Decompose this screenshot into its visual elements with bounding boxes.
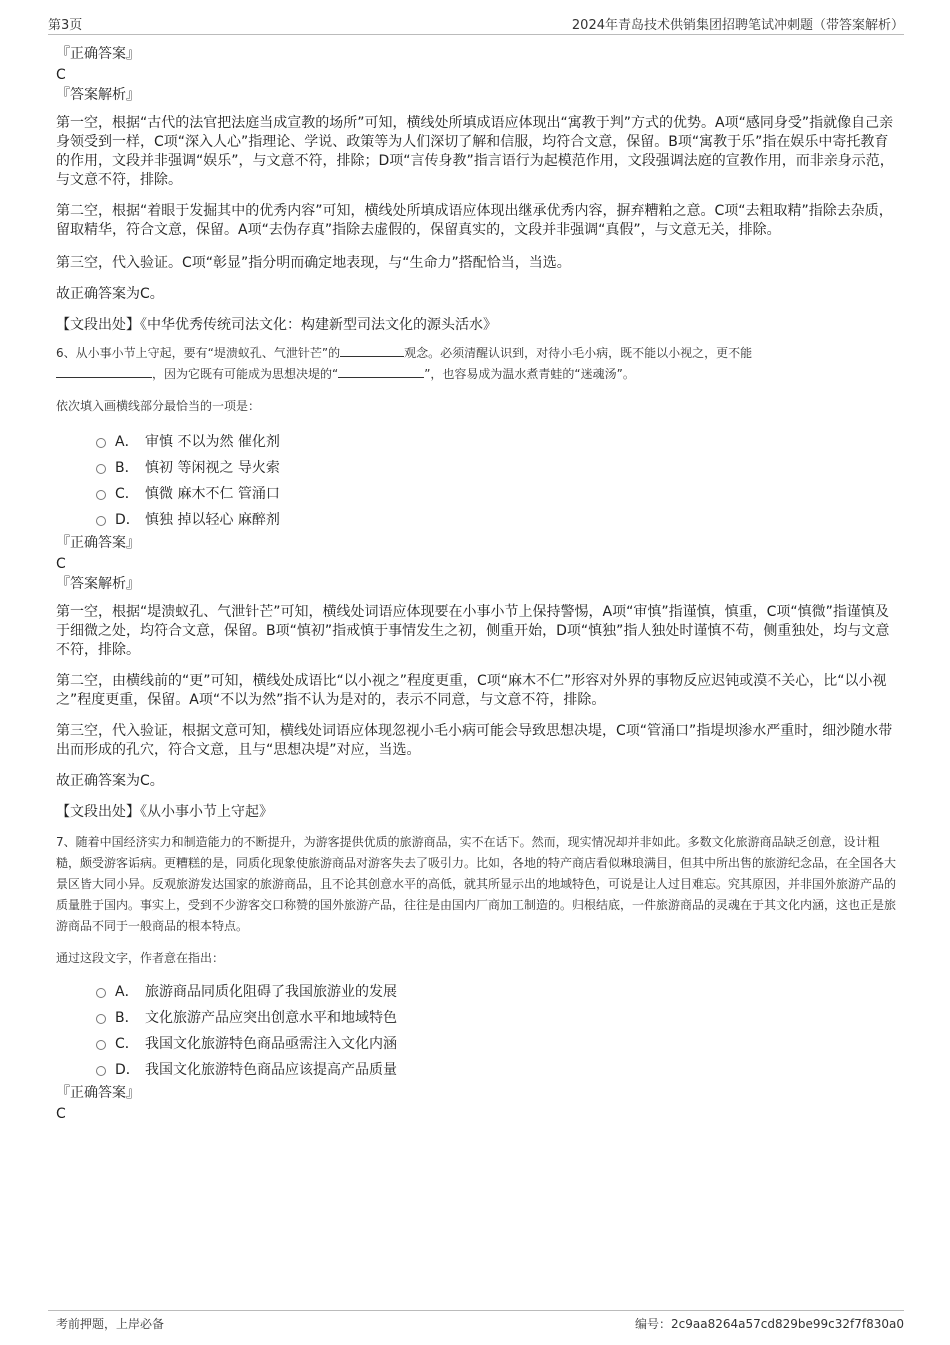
answer-label: 『正确答案』 [56, 1085, 140, 1101]
option-b[interactable]: B． 文化旅游产品应突出创意水平和地域特色 [56, 1005, 901, 1031]
option-list [56, 979, 901, 1083]
text-source: 【文段出处】《从小事小节上守起》 [56, 804, 273, 820]
question-prompt: 通过这段文字，作者意在指出： [56, 951, 225, 965]
question-prompt: 依次填入画横线部分最恰当的一项是： [56, 399, 261, 413]
option-d[interactable]: D． 我国文化旅游特色商品应该提高产品质量 [56, 1057, 901, 1083]
explanation-paragraph: 第一空，根据“古代的法官把法庭当成宣教的场所”可知，横线处所填成语应体现出“寓教于判”方式的优势。A项“感同身受”指就像自己亲身领受到一样，C项“深入人心”指理论、学说、政策等为人们深切了解和信服，均符合文意，保留。B项“寓教于乐”指在娱乐中寄托教育的作用，文段并非强调“娱乐”，与文意不符，排除；D项“言传身教”指言语行为起模范作用，文段强调法庭的宣教作用，而非亲身示范，与文意不符，排除。 [56, 115, 894, 188]
explanation-conclusion: 故正确答案为C。 [56, 773, 164, 789]
radio-icon[interactable] [96, 464, 106, 474]
answer-value: C [56, 556, 66, 572]
answer-label: 『正确答案』 [56, 535, 140, 551]
explanation-conclusion: 故正确答案为C。 [56, 286, 164, 302]
document-id: 编号：2c9aa8264a57cd829be99c32f7f830a0 [635, 1317, 904, 1331]
option-b[interactable]: B． 慎初 等闲视之 导火索 [56, 455, 901, 481]
document-title: 2024年青岛技术供销集团招聘笔试冲刺题（带答案解析） [571, 18, 904, 33]
page-footer [48, 1310, 904, 1335]
explanation-paragraph: 第一空，根据“堤溃蚁孔、气泄针芒”可知，横线处词语应体现要在小事小节上保持警惕，A项“审慎”指谨慎，慎重，C项“慎微”指谨慎及于细微之处，均符合文意，保留。B项“慎初”指戒慎于事情发生之初，侧重开始，D项“慎独”指人独处时谨慎不苟，侧重独处，均与文意不符，排除。 [56, 604, 890, 658]
page-content [56, 44, 901, 1124]
explanation-paragraph: 第三空，代入验证。C项“彰显”指分明而确定地表现，与“生命力”搭配恰当，当选。 [56, 255, 571, 271]
q5-answer-section [56, 44, 901, 335]
explanation-paragraph: 第二空，由横线前的“更”可知，横线处成语比“以小视之”程度更重，C项“麻木不仁”形容对外界的事物反应迟钝或漠不关心，比“以小视之”程度更重，保留。A项“不以为然”指不认为是对的，表示不同意，与文意不符，排除。 [56, 673, 887, 708]
option-list [56, 429, 901, 533]
fill-blank [340, 344, 404, 357]
option-c[interactable]: C． 我国文化旅游特色商品亟需注入文化内涵 [56, 1031, 901, 1057]
explanation-label: 『答案解析』 [56, 87, 140, 103]
question-stem: 6、从小事小节上守起，要有“堤溃蚁孔、气泄针芒”的 观念。必须清醒认识到，对待小毛小病，既不能以小视之，更不能 ，因为它既有可能成为思想决堤的“ ”，也容易成为温水煮青蛙的“迷魂汤”。 [56, 346, 753, 381]
question-7 [56, 832, 901, 1124]
explanation-paragraph: 第三空，代入验证，根据文意可知，横线处词语应体现忽视小毛小病可能会导致思想决堤，C项“管涌口”指堤坝渗水严重时，细沙随水带出而形成的孔穴，符合文意，且与“思想决堤”对应，当选。 [56, 723, 893, 758]
option-c[interactable]: C． 慎微 麻木不仁 管涌口 [56, 481, 901, 507]
fill-blank [338, 365, 424, 378]
option-d[interactable]: D． 慎独 掉以轻心 麻醉剂 [56, 507, 901, 533]
footer-slogan: 考前押题，上岸必备 [56, 1317, 165, 1331]
answer-label: 『正确答案』 [56, 46, 140, 62]
option-a[interactable]: A． 旅游商品同质化阻碍了我国旅游业的发展 [56, 979, 901, 1005]
radio-icon[interactable] [96, 1066, 106, 1076]
fill-blank [56, 365, 152, 378]
question-6 [56, 343, 901, 822]
answer-value: C [56, 1106, 66, 1122]
radio-icon[interactable] [96, 988, 106, 998]
answer-value: C [56, 67, 66, 83]
text-source: 【文段出处】《中华优秀传统司法文化：构建新型司法文化的源头活水》 [56, 317, 497, 333]
explanation-paragraph: 第二空，根据“着眼于发掘其中的优秀内容”可知，横线处所填成语应体现出继承优秀内容，摒弃糟粕之意。C项“去粗取精”指除去杂质，留取精华，符合文意，保留。A项“去伪存真”指除去虚假的，保留真实的，文段并非强调“真假”，与文意无关，排除。 [56, 203, 893, 238]
radio-icon[interactable] [96, 516, 106, 526]
page-header [48, 12, 904, 35]
radio-icon[interactable] [96, 1040, 106, 1050]
option-a[interactable]: A． 审慎 不以为然 催化剂 [56, 429, 901, 455]
radio-icon[interactable] [96, 438, 106, 448]
page-number: 第3页 [48, 18, 83, 33]
explanation-label: 『答案解析』 [56, 576, 140, 592]
question-stem: 7、随着中国经济实力和制造能力的不断提升，为游客提供优质的旅游商品，实不在话下。然而，现实情况却并非如此。多数文化旅游商品缺乏创意，设计粗糙，颇受游客诟病。更糟糕的是，同质化现象使旅游商品对游客失去了吸引力。比如，各地的特产商店看似琳琅满目，但其中所出售的旅游纪念品，在全国各大景区皆大同小异。反观旅游发达国家的旅游商品，且不论其创意水平的高低，就其所显示出的地域特色，可说是让人过目难忘。究其原因，并非国外旅游产品的质量胜于国内。事实上，受到不少游客交口称赞的国外旅游产品，往往是由国内厂商加工制造的。归根结底，一件旅游商品的灵魂在于其文化内涵，这也正是旅游商品不同于一般商品的根本特点。 [56, 835, 897, 933]
radio-icon[interactable] [96, 490, 106, 500]
radio-icon[interactable] [96, 1014, 106, 1024]
